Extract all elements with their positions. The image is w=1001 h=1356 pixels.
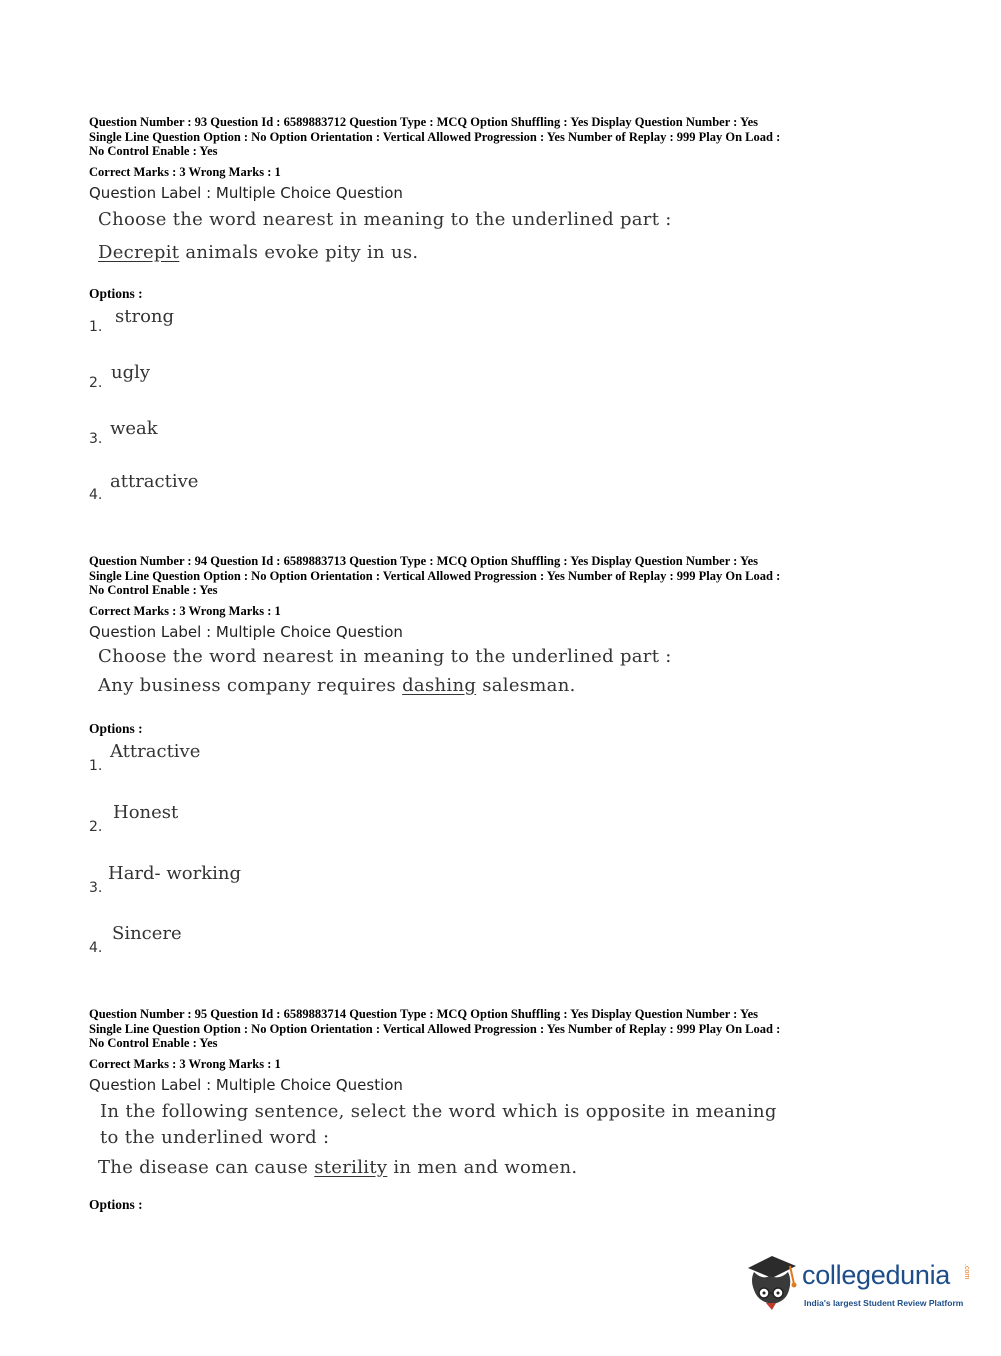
option-number: 1. <box>89 758 103 774</box>
meta-line: Single Line Question Option : No Option Orientation : Vertical Allowed Progression : Yes Number of Replay : 999 Play On Load : <box>89 568 781 583</box>
option-4[interactable] <box>89 925 489 965</box>
sentence-prefix: Any business company requires <box>98 674 403 696</box>
meta-line: Question Number : 94 Question Id : 6589883713 Question Type : MCQ Option Shuffling : Yes Display Question Number : Yes <box>89 554 759 568</box>
logo-tagline: India's largest Student Review Platform <box>804 1298 964 1308</box>
logo-wordmark: collegedunia <box>802 1260 951 1290</box>
option-3[interactable] <box>89 420 489 460</box>
option-1[interactable] <box>89 308 489 348</box>
question-meta <box>89 115 919 159</box>
meta-line: Single Line Question Option : No Option Orientation : Vertical Allowed Progression : Yes Number of Replay : 999 Play On Load : <box>89 129 781 144</box>
underlined-word: Decrepit <box>98 241 180 263</box>
marks-line: Correct Marks : 3 Wrong Marks : 1 <box>89 603 281 618</box>
question-sentence <box>98 1157 919 1178</box>
marks-line: Correct Marks : 3 Wrong Marks : 1 <box>89 164 281 179</box>
option-text: ugly <box>111 362 151 383</box>
question-sentence <box>98 242 919 263</box>
marks-line: Correct Marks : 3 Wrong Marks : 1 <box>89 1056 281 1071</box>
option-4[interactable] <box>89 471 489 516</box>
mascot-icon <box>742 1250 802 1310</box>
question-stem: Choose the word nearest in meaning to the underlined part : <box>98 645 672 667</box>
question-label: Question Label : Multiple Choice Question <box>89 622 403 641</box>
option-text: weak <box>110 418 158 439</box>
question-stem-continued: to the underlined word : <box>100 1126 330 1148</box>
sentence-suffix: animals evoke pity in us. <box>179 241 419 263</box>
options-heading: Options : <box>89 1197 143 1212</box>
option-number: 1. <box>89 319 103 335</box>
collegedunia-logo <box>742 1250 972 1320</box>
question-meta <box>89 554 919 598</box>
meta-line: Question Number : 95 Question Id : 6589883714 Question Type : MCQ Option Shuffling : Yes Display Question Number : Yes <box>89 1007 759 1021</box>
question-block-93 <box>89 115 919 503</box>
option-2[interactable] <box>89 804 489 844</box>
meta-line: Single Line Question Option : No Option Orientation : Vertical Allowed Progression : Yes Number of Replay : 999 Play On Load : <box>89 1021 781 1036</box>
option-number: 2. <box>89 819 103 835</box>
option-number: 2. <box>89 375 103 391</box>
option-number: 4. <box>89 940 103 956</box>
option-text: attractive <box>110 471 199 492</box>
options-heading: Options : <box>89 721 143 736</box>
sentence-suffix: in men and women. <box>387 1156 578 1178</box>
options-heading: Options : <box>89 286 143 301</box>
meta-line: Question Number : 93 Question Id : 6589883712 Question Type : MCQ Option Shuffling : Yes Display Question Number : Yes <box>89 115 759 129</box>
underlined-word: dashing <box>402 674 477 696</box>
meta-line: No Control Enable : Yes <box>89 583 218 597</box>
option-number: 3. <box>89 431 103 447</box>
question-stem: Choose the word nearest in meaning to the underlined part : <box>98 208 672 230</box>
logo-suffix: .com <box>963 1264 970 1280</box>
option-2[interactable] <box>89 364 489 404</box>
question-meta <box>89 1007 919 1051</box>
question-label: Question Label : Multiple Choice Question <box>89 1075 403 1094</box>
option-1[interactable] <box>89 743 489 783</box>
option-3[interactable] <box>89 865 489 905</box>
question-stem: In the following sentence, select the word which is opposite in meaning <box>100 1100 777 1122</box>
sentence-prefix: The disease can cause <box>98 1156 315 1178</box>
option-text: Attractive <box>110 741 201 762</box>
question-block-94 <box>89 554 919 956</box>
option-text: Honest <box>113 802 179 823</box>
option-text: Sincere <box>112 923 182 944</box>
question-sentence <box>98 675 919 696</box>
meta-line: No Control Enable : Yes <box>89 144 218 158</box>
sentence-suffix: salesman. <box>476 674 576 696</box>
question-label: Question Label : Multiple Choice Question <box>89 183 403 202</box>
option-number: 3. <box>89 880 103 896</box>
option-text: strong <box>115 306 175 327</box>
meta-line: No Control Enable : Yes <box>89 1036 218 1050</box>
option-text: Hard- working <box>108 863 241 884</box>
question-block-95 <box>89 1007 919 1212</box>
underlined-word: sterility <box>314 1156 388 1178</box>
option-number: 4. <box>89 487 103 503</box>
